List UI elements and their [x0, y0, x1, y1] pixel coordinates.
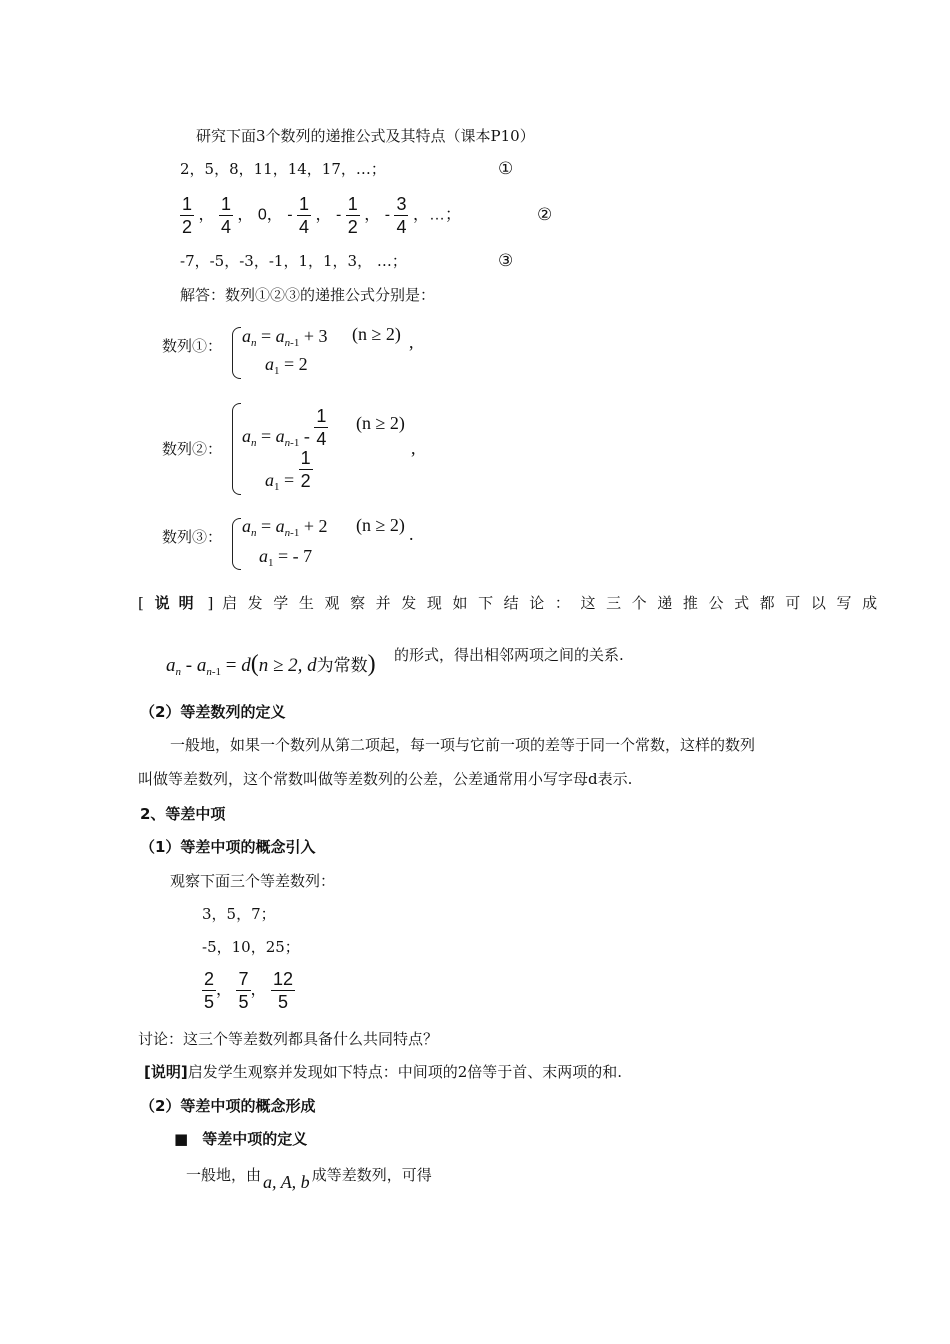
observe-text: 观察下面三个等差数列： — [170, 872, 336, 890]
formula-1-brace — [232, 327, 241, 379]
formula-2-label: 数列②： — [162, 440, 223, 458]
sequence-3: -7，-5，-3，-1，1，1，3， …； — [180, 252, 407, 270]
fraction-term: $\frac{3}{4}$ — [396, 194, 407, 237]
formula-3-line-1: $a_n = a_{n-1} + 2$ — [242, 516, 328, 539]
formula-3-line-2: $a_1$ = - 7 — [259, 546, 313, 569]
formula-1-line-2: $a_1 = 2$ — [265, 354, 308, 377]
formula-2-brace — [232, 403, 241, 495]
heading-arithmetic-mean: 2、等差中项 — [140, 805, 226, 823]
example-2: -5，10，25； — [202, 938, 300, 956]
sequence-2-marker: ② — [537, 205, 553, 225]
formula-2-line-2: $a_1$ = $\frac{1}{2}$ — [265, 448, 311, 493]
formula-1-condition: (n ≥ 2) — [352, 324, 401, 344]
zero-term: 0 — [257, 206, 267, 224]
fraction-term: $\frac{1}{2}$ — [182, 194, 193, 237]
formula-2-line-1: $a_n = a_{n-1}$ - $\frac{1}{4}$ — [242, 406, 327, 449]
heading-mean-formation: （2）等差中项的概念形成 — [140, 1097, 316, 1115]
note-2: [说明]启发学生观察并发现如下特点：中间项的2倍等于首、末两项的和. — [144, 1063, 623, 1081]
note-1-formula: $a_n - a_{n-1} = d(n \ge 2$, d为常数) — [166, 651, 376, 678]
example-3: $\frac{2}{5}$ ， $\frac{7}{5}$ ， $\frac{12}{5}$ — [204, 969, 293, 1012]
formula-3-label: 数列③： — [162, 528, 223, 546]
formula-1-label: 数列①： — [162, 337, 223, 355]
discussion-text: 讨论：这三个等差数列都具备什么共同特点？ — [138, 1030, 439, 1048]
fraction-term: $\frac{12}{5}$ — [272, 969, 293, 1012]
square-bullet-icon: ■ — [174, 1130, 189, 1148]
bullet-definition: ■ 等差中项的定义 — [174, 1130, 308, 1148]
last-line: 一般地，由 a, A, b 成等差数列，可得 — [186, 1166, 432, 1192]
sequence-1-marker: ① — [498, 159, 514, 179]
note-1-suffix: 的形式，得出相邻两项之间的关系. — [394, 646, 624, 664]
fraction-term: $\frac{1}{2}$ — [347, 194, 358, 237]
formula-3-brace — [232, 518, 241, 570]
example-1: 3，5，7； — [202, 905, 276, 923]
definition-text-2: 叫做等差数列，这个常数叫做等差数列的公差，公差通常用小写字母d表示. — [138, 770, 633, 788]
answer-text: 解答：数列①②③的递推公式分别是： — [180, 286, 436, 304]
fraction-term: $\frac{7}{5}$ — [238, 969, 249, 1012]
formula-2-condition: (n ≥ 2) — [356, 413, 405, 433]
sequence-2: $\frac{1}{2}$ ， $\frac{1}{4}$ ， 0， - $\frac{1}{4}$ ， - $\frac{1}{2}$ ， - $\frac{3}{4}$ ，…； — [182, 194, 461, 237]
fraction-term: $\frac{2}{5}$ — [204, 969, 215, 1012]
heading-mean-intro: （1）等差中项的概念引入 — [140, 838, 316, 856]
formula-2-tail: , — [411, 438, 416, 458]
fraction-term: $\frac{1}{4}$ — [299, 194, 310, 237]
heading-definition: （2）等差数列的定义 — [140, 703, 286, 721]
note-1: [ 说明 ] 启发学生观察并发现如下结论：这三个递推公式都可以写成 — [138, 594, 888, 612]
fraction-term: $\frac{1}{4}$ — [220, 194, 231, 237]
formula-1-tail: , — [409, 332, 414, 352]
intro-text: 研究下面3个数列的递推公式及其特点（课本P10） — [196, 127, 535, 145]
formula-3-condition: (n ≥ 2) — [356, 515, 405, 535]
definition-text-1: 一般地，如果一个数列从第二项起，每一项与它前一项的差等于同一个常数，这样的数列 — [170, 736, 756, 754]
formula-3-tail: . — [409, 524, 414, 544]
formula-1-line-1: $a_n = a_{n-1} + 3$ — [242, 326, 328, 349]
sequence-1: 2，5，8，11，14，17，…； — [180, 160, 386, 178]
sequence-3-marker: ③ — [498, 251, 514, 271]
